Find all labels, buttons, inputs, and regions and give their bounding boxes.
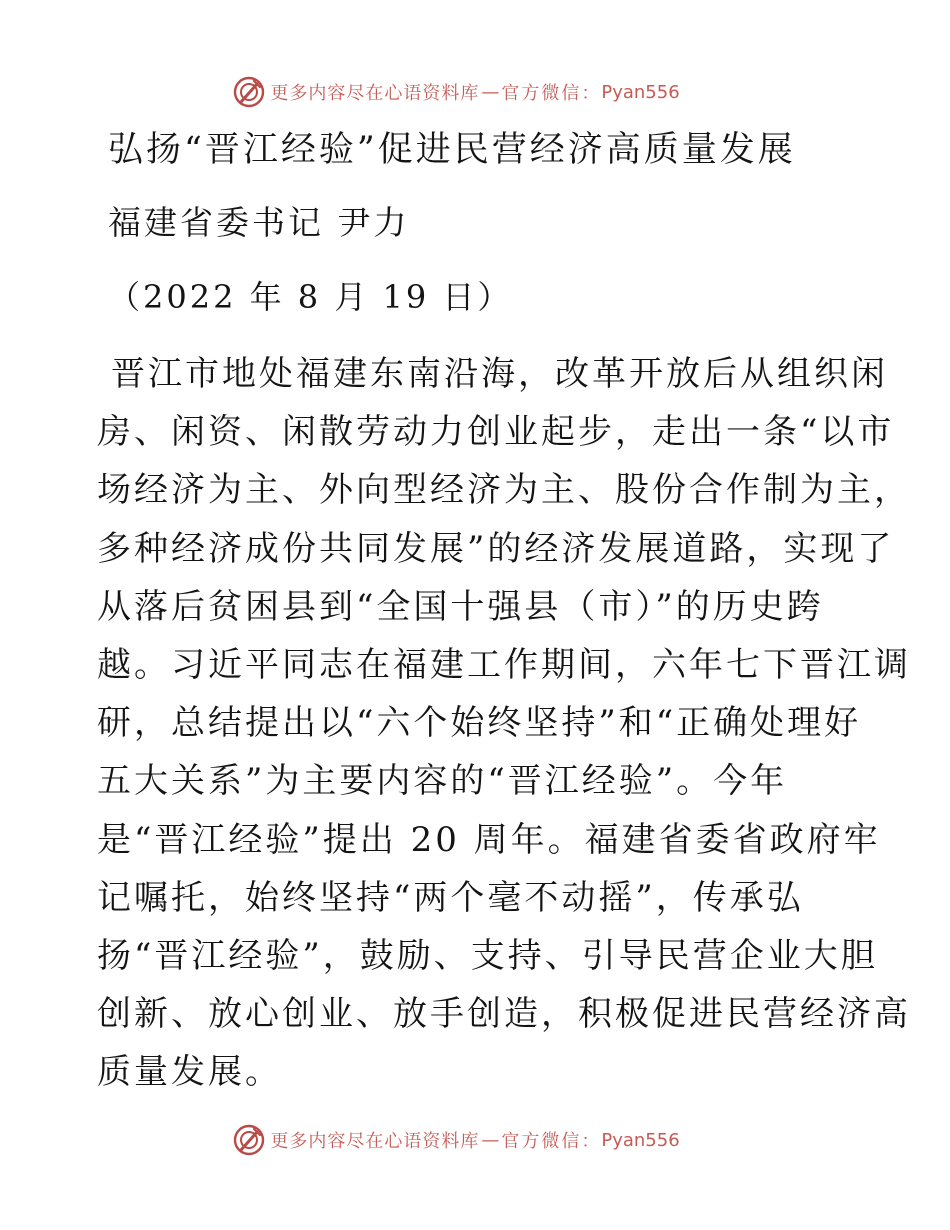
brand-logo-icon bbox=[232, 1123, 266, 1157]
watermark-text: 更多内容尽在心语资料库 bbox=[270, 1131, 480, 1152]
document-author: 福建省委书记 尹力 bbox=[108, 203, 410, 242]
body-line: 质量发展。 bbox=[97, 1052, 282, 1093]
body-line: 研，总结提出以“六个始终坚持”和“正确处理好 bbox=[97, 703, 862, 744]
body-line: 记嘱托，始终坚持“两个毫不动摇”，传承弘 bbox=[97, 877, 804, 918]
body-line: 越。习近平同志在福建工作期间，六年七下晋江调 bbox=[97, 644, 911, 685]
watermark-account: Pyan556 bbox=[601, 81, 680, 103]
watermark-text: 更多内容尽在心语资料库 bbox=[270, 83, 480, 104]
body-line: 创新、放心创业、放手创造，积极促进民营经济高 bbox=[97, 994, 911, 1035]
watermark-footer bbox=[0, 1120, 950, 1160]
watermark-separator: — bbox=[481, 1129, 500, 1151]
body-line: 扬“晋江经验”，鼓励、支持、引导民营企业大胆 bbox=[97, 935, 878, 976]
body-line: 是“晋江经验”提出 20 周年。福建省委省政府牢 bbox=[97, 819, 881, 860]
watermark-header bbox=[0, 72, 950, 112]
body-line: 场经济为主、外向型经济为主、股份合作制为主， bbox=[97, 470, 911, 511]
document-date: （2022 年 8 月 19 日） bbox=[108, 278, 513, 316]
body-line: 从落后贫困县到“全国十强县（市）”的历史跨 bbox=[97, 586, 824, 627]
watermark-separator: — bbox=[481, 81, 500, 103]
document-body bbox=[97, 345, 911, 1101]
watermark-account: Pyan556 bbox=[601, 1129, 680, 1151]
body-line: 晋江市地处福建东南沿海，改革开放后从组织闲 bbox=[111, 354, 888, 394]
watermark-label: 官方微信： bbox=[501, 83, 602, 104]
body-line: 五大关系”为主要内容的“晋江经验”。今年 bbox=[97, 761, 788, 802]
body-line: 房、闲资、闲散劳动力创业起步，走出一条“以市 bbox=[97, 412, 895, 453]
body-line: 多种经济成份共同发展”的经济发展道路，实现了 bbox=[97, 528, 895, 569]
document-title: 弘扬“晋江经验”促进民营经济高质量发展 bbox=[108, 130, 796, 170]
watermark-label: 官方微信： bbox=[501, 1131, 602, 1152]
brand-logo-icon bbox=[232, 75, 266, 109]
